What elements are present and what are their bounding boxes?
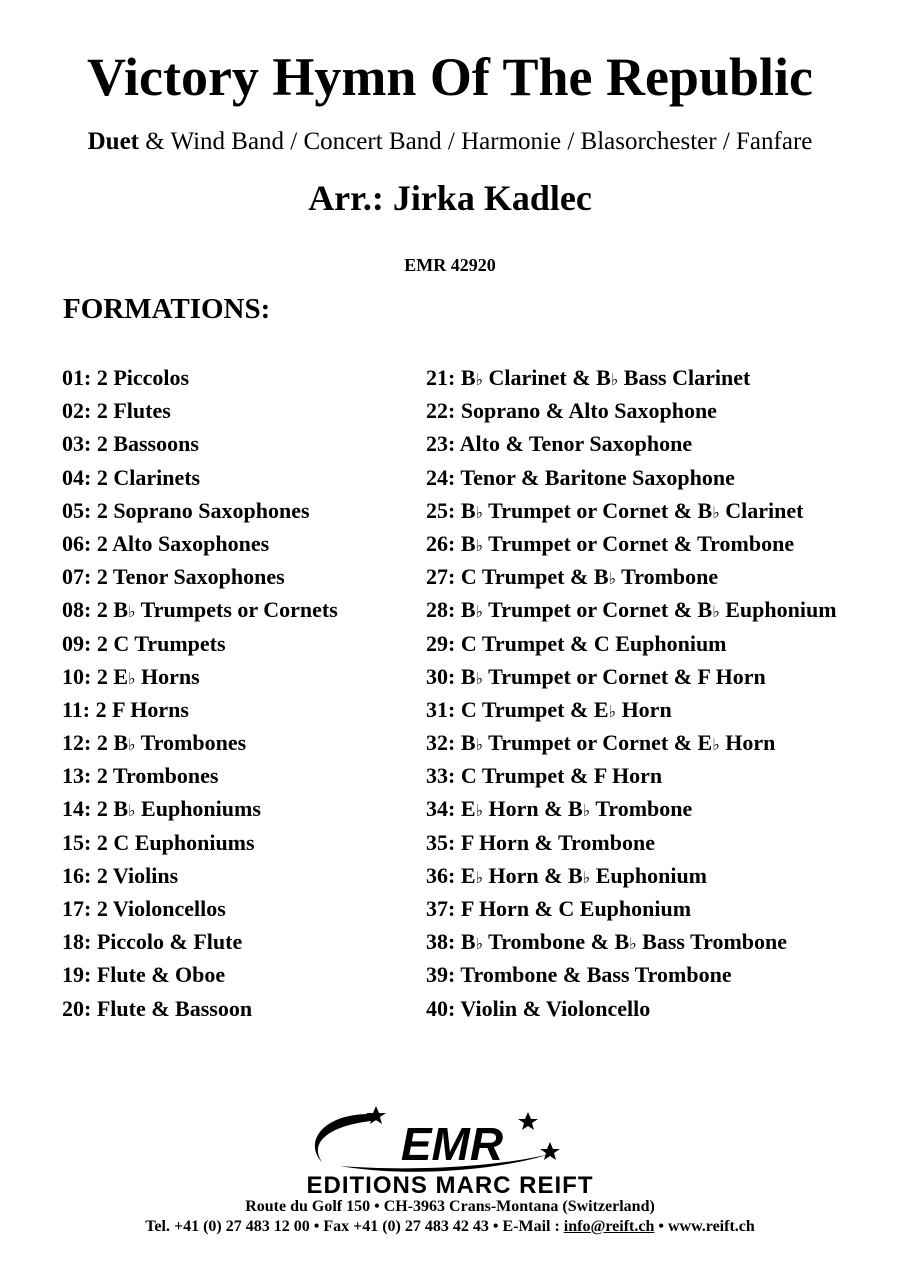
flat-sign: ♭ <box>475 537 484 555</box>
formation-item: 06: 2 Alto Saxophones <box>62 530 270 556</box>
flat-sign: ♭ <box>128 803 136 821</box>
formation-item: 35: F Horn & Trombone <box>426 829 655 855</box>
formation-item: 27: C Trumpet & B♭ Trombone <box>426 564 719 590</box>
formation-item: 02: 2 Flutes <box>62 398 171 424</box>
publisher-name: EDITIONS MARC REIFT <box>306 1172 594 1199</box>
formation-item: 16: 2 Violins <box>62 862 179 888</box>
flat-sign: ♭ <box>128 604 136 622</box>
flat-sign: ♭ <box>608 703 617 721</box>
star-icon <box>366 1106 386 1124</box>
flat-sign: ♭ <box>712 604 720 622</box>
formation-item: 18: Piccolo & Flute <box>62 929 243 955</box>
flat-sign: ♭ <box>475 670 484 688</box>
formations-list-left <box>62 361 412 1025</box>
formation-item: 21: B♭ Clarinet & B♭ Bass Clarinet <box>426 365 751 390</box>
formation-item: 26: B♭ Trumpet or Cornet & Trombone <box>426 530 795 556</box>
flat-sign: ♭ <box>475 803 484 821</box>
formations-list-right <box>426 361 896 1025</box>
page-title: Victory Hymn Of The Republic <box>87 47 813 107</box>
formation-item: 08: 2 B♭ Trumpets or Cornets <box>62 597 338 623</box>
arranger-line: Arr.: Jirka Kadlec <box>308 178 592 218</box>
flat-sign: ♭ <box>475 504 484 522</box>
flat-sign: ♭ <box>712 737 720 755</box>
formation-item: 25: B♭ Trumpet or Cornet & B♭ Clarinet <box>426 497 804 523</box>
formation-item: 36: E♭ Horn & B♭ Euphonium <box>426 862 708 888</box>
formation-item: 11: 2 F Horns <box>62 696 189 722</box>
instrumentation-subtitle <box>0 127 900 157</box>
formation-item: 10: 2 E♭ Horns <box>62 663 200 689</box>
formation-item: 29: C Trumpet & C Euphonium <box>426 630 727 656</box>
flat-sign: ♭ <box>582 803 591 821</box>
star-icon <box>540 1142 560 1160</box>
formation-item: 40: Violin & Violoncello <box>426 995 651 1021</box>
formation-item: 12: 2 B♭ Trombones <box>62 730 247 756</box>
formation-item: 17: 2 Violoncellos <box>62 896 226 921</box>
formation-item: 30: B♭ Trumpet or Cornet & F Horn <box>426 663 766 689</box>
subtitle-lead: Duet <box>87 128 139 155</box>
emr-logo-graphic <box>300 1104 600 1176</box>
formation-item: 14: 2 B♭ Euphoniums <box>62 796 261 822</box>
flat-sign: ♭ <box>128 737 136 755</box>
flat-sign: ♭ <box>629 936 637 954</box>
formation-item: 01: 2 Piccolos <box>62 365 190 390</box>
flat-sign: ♭ <box>582 869 591 887</box>
flat-sign: ♭ <box>475 737 484 755</box>
formation-item: 07: 2 Tenor Saxophones <box>62 564 285 590</box>
formation-item: 09: 2 C Trumpets <box>62 630 226 656</box>
flat-sign: ♭ <box>475 372 484 389</box>
formation-item: 37: F Horn & C Euphonium <box>426 896 692 921</box>
formation-item: 04: 2 Clarinets <box>62 464 201 490</box>
formation-item: 24: Tenor & Baritone Saxophone <box>426 464 735 490</box>
formation-item: 20: Flute & Bassoon <box>62 995 253 1021</box>
star-icon <box>518 1112 538 1130</box>
formation-item: 05: 2 Soprano Saxophones <box>62 497 310 523</box>
formation-item: 13: 2 Trombones <box>62 763 219 789</box>
publisher-contact <box>0 1217 900 1237</box>
formation-item: 33: C Trumpet & F Horn <box>426 763 663 789</box>
formation-item: 22: Soprano & Alto Saxophone <box>426 398 717 424</box>
formations-heading: FORMATIONS: <box>63 293 271 325</box>
formation-item: 03: 2 Bassoons <box>62 431 199 457</box>
flat-sign: ♭ <box>475 936 484 954</box>
formation-item: 31: C Trumpet & E♭ Horn <box>426 696 672 722</box>
flat-sign: ♭ <box>475 869 484 887</box>
email-link[interactable]: info@reift.ch <box>563 1218 655 1235</box>
formation-item: 15: 2 C Euphoniums <box>62 829 255 855</box>
formation-item: 34: E♭ Horn & B♭ Trombone <box>426 796 693 822</box>
flat-sign: ♭ <box>608 571 617 589</box>
contact-website: • www.reift.ch <box>654 1218 755 1235</box>
emr-logo <box>300 1104 600 1176</box>
formation-item: 38: B♭ Trombone & B♭ Bass Trombone <box>426 929 788 955</box>
subtitle-rest: & Wind Band / Concert Band / Harmonie / Blasorchester / Fanfare <box>139 128 813 155</box>
logo-mark-text: EMR <box>400 1118 504 1170</box>
flat-sign: ♭ <box>610 372 619 389</box>
formation-item: 23: Alto & Tenor Saxophone <box>426 431 693 457</box>
formation-item: 32: B♭ Trumpet or Cornet & E♭ Horn <box>426 730 776 756</box>
formation-item: 19: Flute & Oboe <box>62 962 226 988</box>
flat-sign: ♭ <box>128 670 136 688</box>
flat-sign: ♭ <box>712 504 720 522</box>
flat-sign: ♭ <box>475 604 484 622</box>
formation-item: 39: Trombone & Bass Trombone <box>426 962 732 988</box>
catalog-number: EMR 42920 <box>404 255 496 275</box>
contact-phone-fax: Tel. +41 (0) 27 483 12 00 • Fax +41 (0) 27 483 42 43 • E-Mail : <box>145 1218 564 1235</box>
publisher-address: Route du Golf 150 • CH-3963 Crans-Montana (Switzerland) <box>245 1198 655 1215</box>
formation-item: 28: B♭ Trumpet or Cornet & B♭ Euphonium <box>426 597 837 623</box>
